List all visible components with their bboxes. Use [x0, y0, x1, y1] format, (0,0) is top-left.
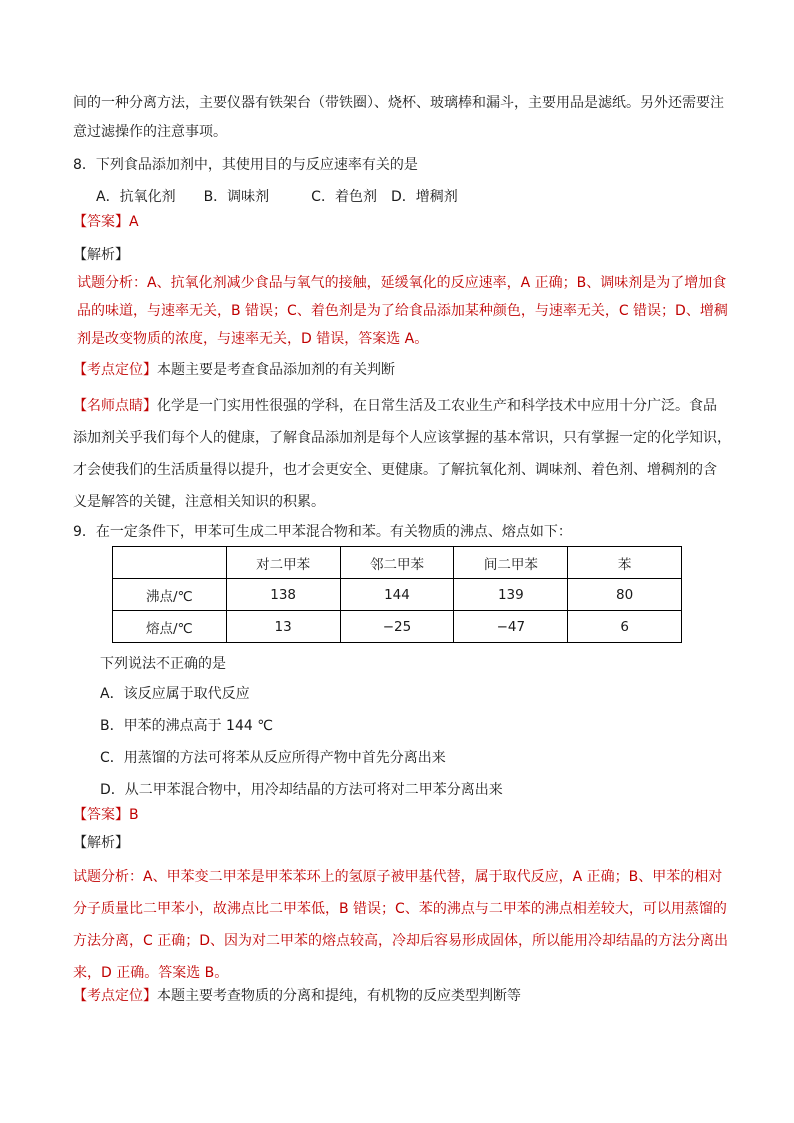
q9-analysis-line: 来，D 正确。答案选 B。	[73, 965, 229, 981]
table-header-row	[113, 547, 682, 579]
q9-analysis-line: 方法分离，C 正确；D、因为对二甲苯的熔点较高，冷却后容易形成固体，所以能用冷却结晶的方法分离出	[73, 933, 729, 949]
table-row-label: 沸点/℃	[113, 579, 227, 611]
table-cell: −25	[340, 611, 454, 643]
q9-prompt: 下列说法不正确的是	[100, 656, 226, 672]
table-header-cell: 对二甲苯	[226, 547, 340, 579]
table-cell	[113, 547, 227, 579]
answer-tag: 【答案】	[73, 214, 129, 230]
q8-analysis-line: 试题分析：A、抗氧化剂减少食品与氧气的接触，延缓氧化的反应速率，A 正确；B、调味剂是为了增加食	[77, 275, 727, 291]
table-row	[113, 611, 682, 643]
q8-analysis-line: 品的味道，与速率无关，B 错误；C、着色剂是为了给食品添加某种颜色，与速率无关，C 错误；D、增稠	[77, 303, 728, 319]
q9-analysis-tag: 【解析】	[73, 835, 129, 851]
q8-analysis-line: 剂是改变物质的浓度，与速率无关，D 错误，答案选 A。	[77, 331, 429, 347]
table-cell: −47	[454, 611, 568, 643]
q9-option: C．用蒸馏的方法可将苯从反应所得产物中首先分离出来	[100, 750, 446, 766]
answer-value: A	[129, 214, 139, 230]
answer-tag: 【答案】	[73, 807, 129, 823]
q8-mingshi-line: 添加剂关乎我们每个人的健康，了解食品添加剂是每个人应该掌握的基本常识，只有掌握一定的化学知识，	[73, 430, 731, 446]
answer-value: B	[129, 807, 139, 823]
table-cell: 144	[340, 579, 454, 611]
table-header-cell: 苯	[568, 547, 682, 579]
q9-answer	[73, 805, 139, 825]
kaodian-text: 本题主要考查物质的分离和提纯，有机物的反应类型判断等	[157, 988, 521, 1004]
table-cell: 80	[568, 579, 682, 611]
mingshi-first-line: 化学是一门实用性很强的学科，在日常生活及工农业生产和科学技术中应用十分广泛。食品	[157, 398, 717, 414]
table-header-cell: 邻二甲苯	[340, 547, 454, 579]
q8-mingshi-line: 才会使我们的生活质量得以提升，也才会更安全、更健康。了解抗氧化剂、调味剂、着色剂、增稠剂的含	[73, 462, 717, 478]
q9-stem: 9．在一定条件下，甲苯可生成二甲苯混合物和苯。有关物质的沸点、熔点如下：	[73, 524, 572, 540]
q8-options: A．抗氧化剂 B．调味剂 C．着色剂 D．增稠剂	[96, 189, 458, 205]
continuation-line-2: 意过滤操作的注意事项。	[73, 124, 227, 140]
table-cell: 13	[226, 611, 340, 643]
q9-analysis-line: 分子质量比二甲苯小，故沸点比二甲苯低，B 错误；C、苯的沸点与二甲苯的沸点相差较大，可以用蒸馏的	[73, 901, 727, 917]
kaodian-tag: 【考点定位】	[73, 988, 157, 1004]
continuation-line-1: 间的一种分离方法，主要仪器有铁架台（带铁圈）、烧杯、玻璃棒和漏斗，主要用品是滤纸。另外还需要注	[73, 95, 724, 111]
q9-option: B．甲苯的沸点高于 144 ℃	[100, 718, 273, 734]
q8-answer	[73, 212, 139, 232]
table-header-cell: 间二甲苯	[454, 547, 568, 579]
properties-table	[112, 546, 682, 643]
table-cell: 6	[568, 611, 682, 643]
q9-kaodian	[73, 986, 521, 1006]
q8-stem: 8．下列食品添加剂中，其使用目的与反应速率有关的是	[73, 157, 418, 173]
q9-option: A．该反应属于取代反应	[100, 686, 250, 702]
q8-mingshi	[73, 396, 717, 416]
q8-kaodian	[73, 360, 395, 380]
kaodian-tag: 【考点定位】	[73, 362, 157, 378]
table-cell: 138	[226, 579, 340, 611]
q8-analysis-tag: 【解析】	[73, 247, 129, 263]
mingshi-tag: 【名师点睛】	[73, 398, 157, 414]
table-row-label: 熔点/℃	[113, 611, 227, 643]
q8-mingshi-line: 义是解答的关键，注意相关知识的积累。	[73, 494, 325, 510]
kaodian-text: 本题主要是考查食品添加剂的有关判断	[157, 362, 395, 378]
q9-analysis-line: 试题分析：A、甲苯变二甲苯是甲苯苯环上的氢原子被甲基代替，属于取代反应，A 正确；B、甲苯的相对	[73, 869, 723, 885]
table-row	[113, 579, 682, 611]
q9-option: D．从二甲苯混合物中，用冷却结晶的方法可将对二甲苯分离出来	[100, 782, 503, 798]
table-cell: 139	[454, 579, 568, 611]
